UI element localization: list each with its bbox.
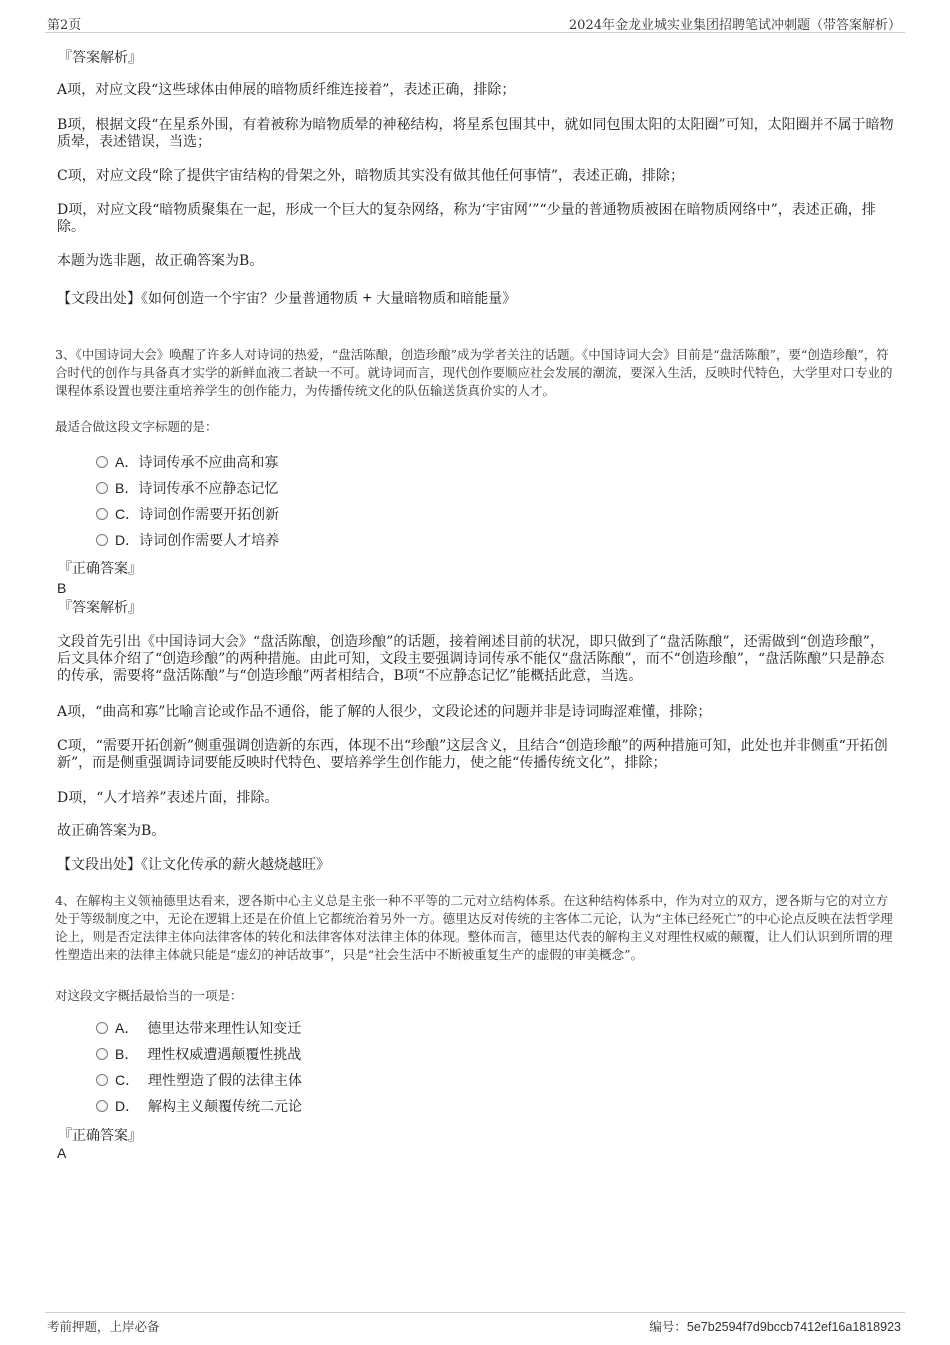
radio-icon[interactable] <box>96 1022 108 1034</box>
correct-answer-label: 『正确答案』 <box>58 1128 142 1144</box>
question-3-option-d[interactable]: D．诗词创作需要人才培养 <box>96 530 279 550</box>
footer-slogan: 考前押题，上岸必备 <box>47 1319 160 1334</box>
correct-answer: B <box>57 580 67 596</box>
source-citation-suffix: 大量暗物质和暗能量》 <box>376 291 517 307</box>
radio-icon[interactable] <box>96 482 108 494</box>
analysis-label: 『答案解析』 <box>58 50 142 66</box>
analysis-option-a: A项，“曲高和寡”比喻言论或作品不通俗，能了解的人很少，文段论述的问题并非是诗词晦涩难懂，排除； <box>57 704 712 720</box>
question-4-option-b[interactable]: B． 理性权威遭遇颠覆性挑战 <box>96 1044 301 1064</box>
page-footer <box>45 1312 905 1335</box>
source-citation-prefix: 【文段出处】《如何创造一个宇宙？少量普通物质 <box>57 291 358 307</box>
analysis-conclusion: 故正确答案为B。 <box>57 823 166 839</box>
analysis-option-c: C项，对应文段“除了提供宇宙结构的骨架之外，暗物质其实没有做其他任何事情”，表述正确，排除； <box>57 168 685 184</box>
question-3-option-c[interactable]: C．诗词创作需要开拓创新 <box>96 504 279 524</box>
correct-answer-label: 『正确答案』 <box>58 561 142 577</box>
question-4-option-a[interactable]: A． 德里达带来理性认知变迁 <box>96 1018 301 1038</box>
source-citation: 【文段出处】《让文化传承的薪火越烧越旺》 <box>57 857 330 873</box>
analysis-option-c: C项，“需要开拓创新”侧重强调创造新的东西，体现不出“珍酿”这层含义，且结合“创造珍酿”的两种措施可知，此处也并非侧重“开拓创新”，而是侧重强调诗词要能反映时代特色、要培养学生创作能力，使之能“传播传统文化”，排除； <box>57 738 888 771</box>
analysis-option-d: D项，对应文段“暗物质聚集在一起，形成一个巨大的复杂网络，称为‘宇宙网’”“少量的普通物质被困在暗物质网络中”，表述正确，排除。 <box>57 202 876 235</box>
question-3-stem: 3、《中国诗词大会》唤醒了许多人对诗词的热爱，“盘活陈酿，创造珍酿”成为学者关注的话题。《中国诗词大会》目前是“盘活陈酿”，要“创造珍酿”，符合时代的创作与具备真才实学的新鲜血液二者缺一不可。就诗词而言，现代创作要顺应社会发展的潮流，要深入生活，反映时代特色，大学里对口专业的课程体系设置也要注重培养学生的创作能力，为传播传统文化的队伍输送货真价实的人才。 <box>55 347 893 398</box>
page-header <box>45 14 905 33</box>
document-code-value: 5e7b2594f7d9bccb7412ef16a1818923 <box>686 1320 901 1334</box>
source-citation <box>57 290 895 308</box>
radio-icon[interactable] <box>96 1048 108 1060</box>
analysis-option-b: B项，根据文段“在星系外围，有着被称为暗物质晕的神秘结构，将星系包围其中，就如同包围太阳的太阳圈”可知，太阳圈并不属于暗物质晕，表述错误，当选； <box>57 117 894 150</box>
analysis-option-d: D项，“人才培养”表述片面，排除。 <box>57 790 279 806</box>
document-title: 2024年金龙业城实业集团招聘笔试冲刺题（带答案解析） <box>568 18 901 33</box>
question-3-option-b[interactable]: B．诗词传承不应静态记忆 <box>96 478 278 498</box>
question-3-option-a[interactable]: A．诗词传承不应曲高和寡 <box>96 452 278 472</box>
question-4-prompt: 对这段文字概括最恰当的一项是： <box>55 988 243 1003</box>
analysis-option-a: A项，对应文段“这些球体由伸展的暗物质纤维连接着”，表述正确，排除； <box>57 82 516 98</box>
radio-icon[interactable] <box>96 1100 108 1112</box>
document-code <box>649 1317 901 1335</box>
radio-icon[interactable] <box>96 508 108 520</box>
radio-icon[interactable] <box>96 456 108 468</box>
question-4-option-c[interactable]: C． 理性塑造了假的法律主体 <box>96 1070 302 1090</box>
document-code-label: 编号： <box>649 1319 687 1334</box>
question-3-prompt: 最适合做这段文字标题的是： <box>55 419 218 434</box>
plus-symbol: + <box>362 290 372 307</box>
correct-answer: A <box>57 1145 67 1161</box>
radio-icon[interactable] <box>96 1074 108 1086</box>
analysis-label: 『答案解析』 <box>58 600 142 616</box>
page-number: 第2页 <box>47 18 82 33</box>
question-4-stem: 4、在解构主义领袖德里达看来，逻各斯中心主义总是主张一种不平等的二元对立结构体系。在这种结构体系中，作为对立的双方，逻各斯与它的对立方处于等级制度之中，无论在逻辑上还是在价值上它都统治着另外一方。德里达反对传统的主客体二元论，认为“主体已经死亡”的中心论点反映在法哲学理论上，则是否定法律主体向法律客体的转化和法律客体对法律主体的体现。整体而言，德里达代表的解构主义对理性权威的颠覆，让人们认识到所谓的理性塑造出来的法律主体就只能是“虚幻的神话故事”，只是“社会生活中不断被重复生产的虚假的审美概念”。 <box>55 893 893 962</box>
analysis-conclusion: 本题为选非题，故正确答案为B。 <box>57 253 264 269</box>
radio-icon[interactable] <box>96 534 108 546</box>
analysis-main: 文段首先引出《中国诗词大会》“盘活陈酿，创造珍酿”的话题，接着阐述目前的状况，即只做到了“盘活陈酿”，还需做到“创造珍酿”，后文具体介绍了“创造珍酿”的两种措施。由此可知，文段主要强调诗词传承不能仅“盘活陈酿”，而不“创造珍酿”，“盘活陈酿”只是静态的传承，需要将“盘活陈酿”与“创造珍酿”两者相结合，B项“不应静态记忆”能概括此意，当选。 <box>57 634 885 684</box>
question-4-option-d[interactable]: D． 解构主义颠覆传统二元论 <box>96 1096 302 1116</box>
